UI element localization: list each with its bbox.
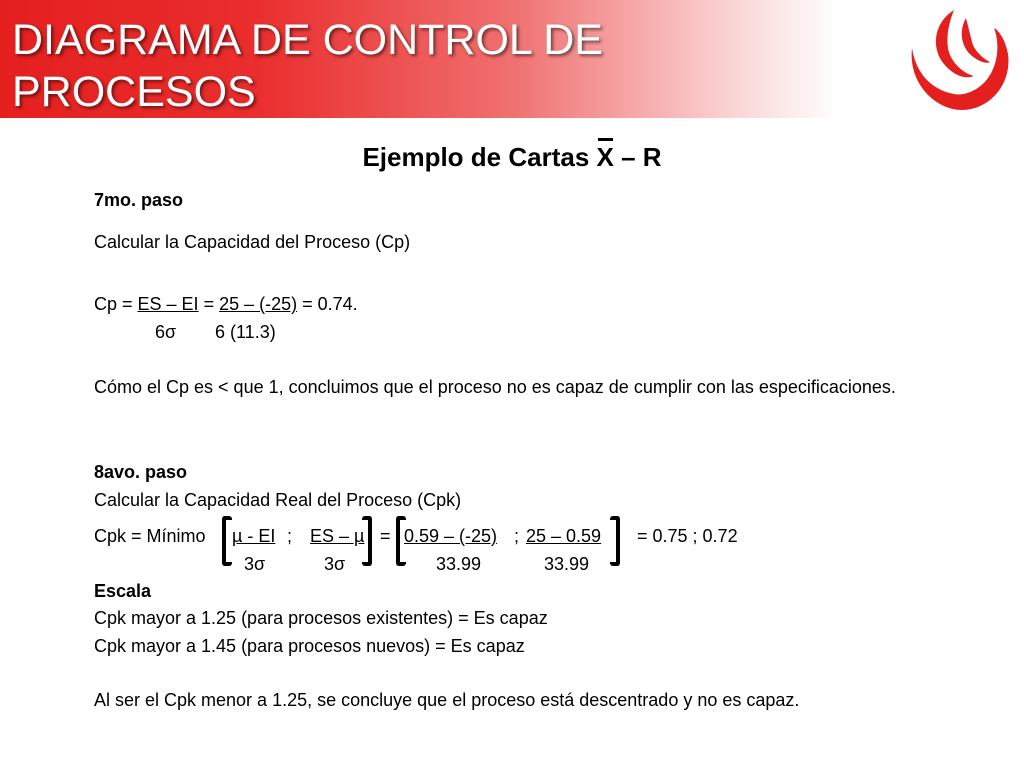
scale-line2: Cpk mayor a 1.45 (para procesos nuevos) = Es capaz	[94, 636, 525, 656]
cpk-term1-denominator: 3σ	[244, 554, 266, 574]
cpk-lhs: Cpk = Mínimo	[94, 526, 206, 546]
subtitle-prefix: Ejemplo de Cartas	[362, 142, 597, 172]
cp-denominator-symbolic: 6σ	[155, 322, 177, 342]
cpk-equals: =	[380, 526, 391, 546]
step7-instruction: Calcular la Capacidad del Proceso (Cp)	[94, 232, 411, 252]
cp-conclusion: Cómo el Cp es < que 1, concluimos que el proceso no es capaz de cumplir con las especificaciones.	[94, 377, 896, 397]
cpk-term3-numerator: 0.59 – (-25)	[404, 526, 498, 546]
page-title	[12, 14, 603, 118]
cp-equals: =	[198, 294, 220, 314]
right-bracket-values	[610, 516, 620, 566]
cpk-term4-numerator: 25 – 0.59	[526, 526, 602, 546]
left-bracket	[222, 516, 232, 566]
cpk-result: = 0.75 ; 0.72	[637, 526, 738, 546]
cp-result: = 0.74.	[297, 294, 358, 314]
step8-instruction: Calcular la Capacidad Real del Proceso (Cpk)	[94, 490, 462, 510]
cp-numerator-symbolic: ES – EI	[137, 294, 199, 314]
step8-heading: 8avo. paso	[94, 462, 188, 482]
flame-logo-icon	[902, 4, 1018, 114]
step7-heading: 7mo. paso	[94, 190, 184, 210]
cpk-term2-denominator: 3σ	[324, 554, 346, 574]
subtitle-xbar: X	[596, 142, 614, 172]
page-title-line1: DIAGRAMA DE CONTROL DE	[12, 16, 603, 64]
cpk-term2-numerator: ES – µ	[310, 526, 365, 546]
cp-denominator-values: 6 (11.3)	[215, 322, 276, 342]
cp-formula-line	[94, 294, 358, 315]
subtitle-suffix: – R	[613, 142, 662, 172]
cpk-term4-denominator: 33.99	[544, 554, 590, 574]
slide-subtitle	[0, 142, 1024, 173]
scale-heading: Escala	[94, 581, 152, 601]
right-bracket	[362, 516, 372, 566]
cpk-term3-denominator: 33.99	[436, 554, 482, 574]
page-title-line2: PROCESOS	[12, 68, 256, 116]
cpk-separator2: ;	[514, 526, 520, 546]
final-conclusion: Al ser el Cpk menor a 1.25, se concluye que el proceso está descentrado y no es capaz.	[94, 690, 800, 710]
cp-lhs: Cp =	[94, 294, 138, 314]
cp-numerator-values: 25 – (-25)	[219, 294, 298, 314]
scale-line1: Cpk mayor a 1.25 (para procesos existentes) = Es capaz	[94, 608, 548, 628]
cpk-term1-numerator: µ - EI	[232, 526, 276, 546]
cpk-separator1: ;	[287, 526, 293, 546]
